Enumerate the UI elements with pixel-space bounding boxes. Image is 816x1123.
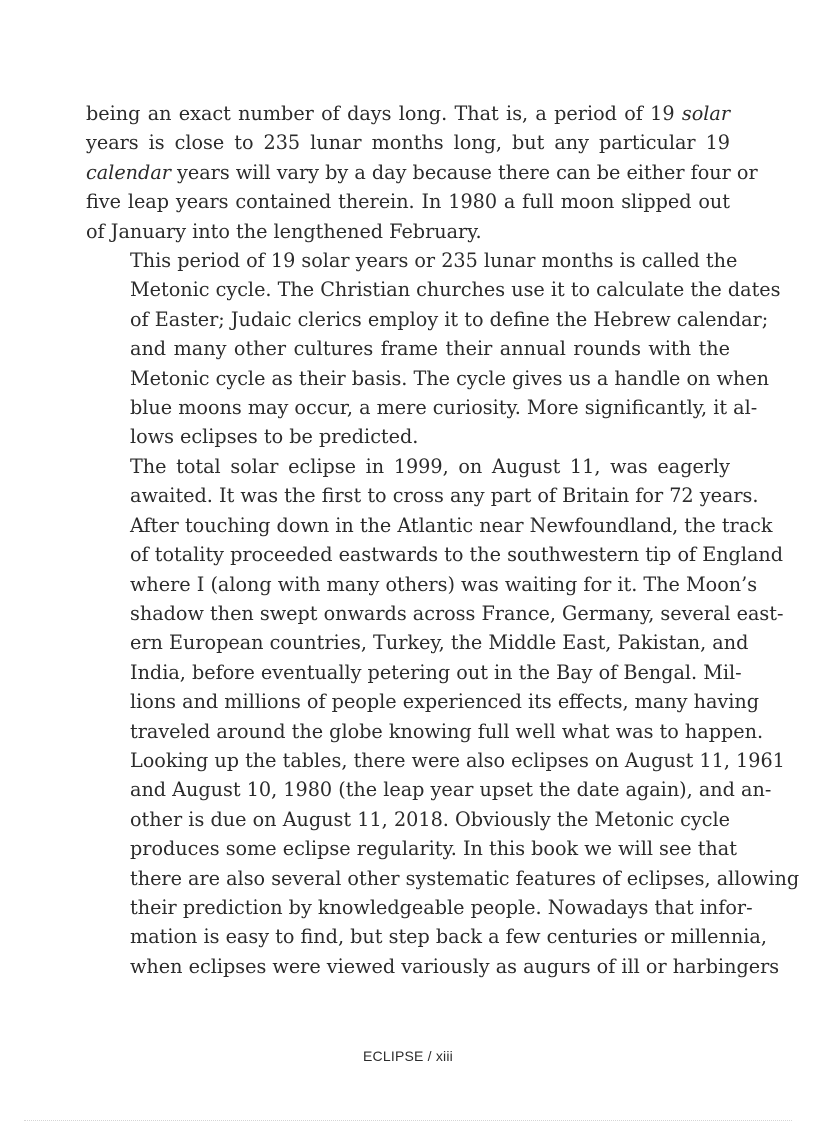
text-line bbox=[86, 628, 749, 657]
text-run: blue moons may occur, a mere curiosity. More significantly, it al- bbox=[130, 396, 758, 420]
text-line bbox=[86, 893, 753, 922]
text-line bbox=[86, 805, 730, 834]
text-run: Looking up the tables, there were also eclipses on August 11, 1961 bbox=[130, 748, 785, 772]
text-line bbox=[86, 658, 742, 687]
text-line bbox=[86, 511, 773, 540]
text-line bbox=[86, 481, 759, 510]
text-run: lows eclipses to be predicted. bbox=[130, 425, 419, 449]
text-line bbox=[86, 217, 730, 246]
text-run: produces some eclipse regularity. In this book we will see that bbox=[130, 837, 737, 861]
text-run: of January into the lengthened February. bbox=[86, 219, 482, 243]
page-edge-divider bbox=[24, 1120, 792, 1121]
text-line bbox=[86, 717, 764, 746]
text-line bbox=[86, 246, 738, 275]
text-line bbox=[86, 687, 760, 716]
text-run: where I (along with many others) was waiting for it. The Moon’s bbox=[130, 572, 758, 596]
text-run: five leap years contained therein. In 1980 a full moon slipped out bbox=[86, 190, 730, 214]
text-run: mation is easy to find, but step back a few centuries or millennia, bbox=[130, 925, 767, 949]
text-line bbox=[86, 834, 737, 863]
text-line bbox=[86, 775, 772, 804]
text-line bbox=[86, 540, 784, 569]
text-run: of totality proceeded eastwards to the southwestern tip of England bbox=[130, 543, 784, 567]
text-line bbox=[86, 422, 730, 451]
text-line bbox=[86, 746, 785, 775]
text-line bbox=[86, 864, 800, 893]
text-line bbox=[86, 275, 781, 304]
text-line bbox=[86, 128, 730, 157]
text-line bbox=[86, 393, 758, 422]
text-line bbox=[86, 452, 730, 481]
running-footer: ECLIPSE / xiii bbox=[363, 1048, 453, 1064]
text-run: lions and millions of people experienced its effects, many having bbox=[130, 690, 760, 714]
text-run: of Easter; Judaic clerics employ it to define the Hebrew calendar; bbox=[130, 307, 769, 331]
text-run: India, before eventually petering out in the Bay of Bengal. Mil- bbox=[130, 660, 742, 684]
text-run: The total solar eclipse in 1999, on August 11, was eagerly bbox=[130, 454, 730, 478]
text-run: years is close to 235 lunar months long, but any particular 19 bbox=[86, 131, 730, 155]
text-run: After touching down in the Atlantic near Newfoundland, the track bbox=[130, 513, 773, 537]
text-run: This period of 19 solar years or 235 lunar months is called the bbox=[130, 249, 738, 273]
text-run: years will vary by a day because there can be either four or bbox=[170, 160, 758, 184]
italic-term: calendar bbox=[86, 160, 171, 184]
text-run: being an exact number of days long. That is, a period of 19 bbox=[86, 102, 682, 125]
text-line bbox=[86, 922, 767, 951]
text-line bbox=[86, 305, 769, 334]
text-line bbox=[86, 158, 758, 187]
text-line bbox=[86, 952, 780, 981]
text-line bbox=[86, 364, 769, 393]
text-run: their prediction by knowledgeable people. Nowadays that infor- bbox=[130, 895, 753, 919]
text-run: shadow then swept onwards across France, Germany, several east- bbox=[130, 601, 784, 625]
text-line bbox=[86, 99, 730, 128]
text-run: when eclipses were viewed variously as augurs of ill or harbingers bbox=[130, 954, 780, 978]
paragraph-1 bbox=[86, 99, 758, 246]
text-line bbox=[86, 599, 784, 628]
italic-term: solar bbox=[681, 102, 730, 125]
paragraph-2 bbox=[86, 246, 781, 452]
text-run: Metonic cycle. The Christian churches use it to calculate the dates bbox=[130, 278, 781, 302]
text-run: there are also several other systematic features of eclipses, allowing bbox=[130, 866, 800, 890]
text-line bbox=[86, 570, 758, 599]
text-run: other is due on August 11, 2018. Obviously the Metonic cycle bbox=[130, 807, 730, 831]
text-line bbox=[86, 187, 730, 216]
text-line bbox=[86, 334, 730, 363]
text-run: and August 10, 1980 (the leap year upset the date again), and an- bbox=[130, 778, 772, 802]
text-run: awaited. It was the first to cross any part of Britain for 72 years. bbox=[130, 484, 759, 508]
text-run: Metonic cycle as their basis. The cycle gives us a handle on when bbox=[130, 366, 769, 390]
paragraph-3 bbox=[86, 452, 800, 981]
text-run: traveled around the globe knowing full well what was to happen. bbox=[130, 719, 764, 743]
body-text bbox=[86, 99, 800, 981]
text-run: ern European countries, Turkey, the Middle East, Pakistan, and bbox=[130, 631, 749, 655]
text-run: and many other cultures frame their annual rounds with the bbox=[130, 337, 730, 361]
